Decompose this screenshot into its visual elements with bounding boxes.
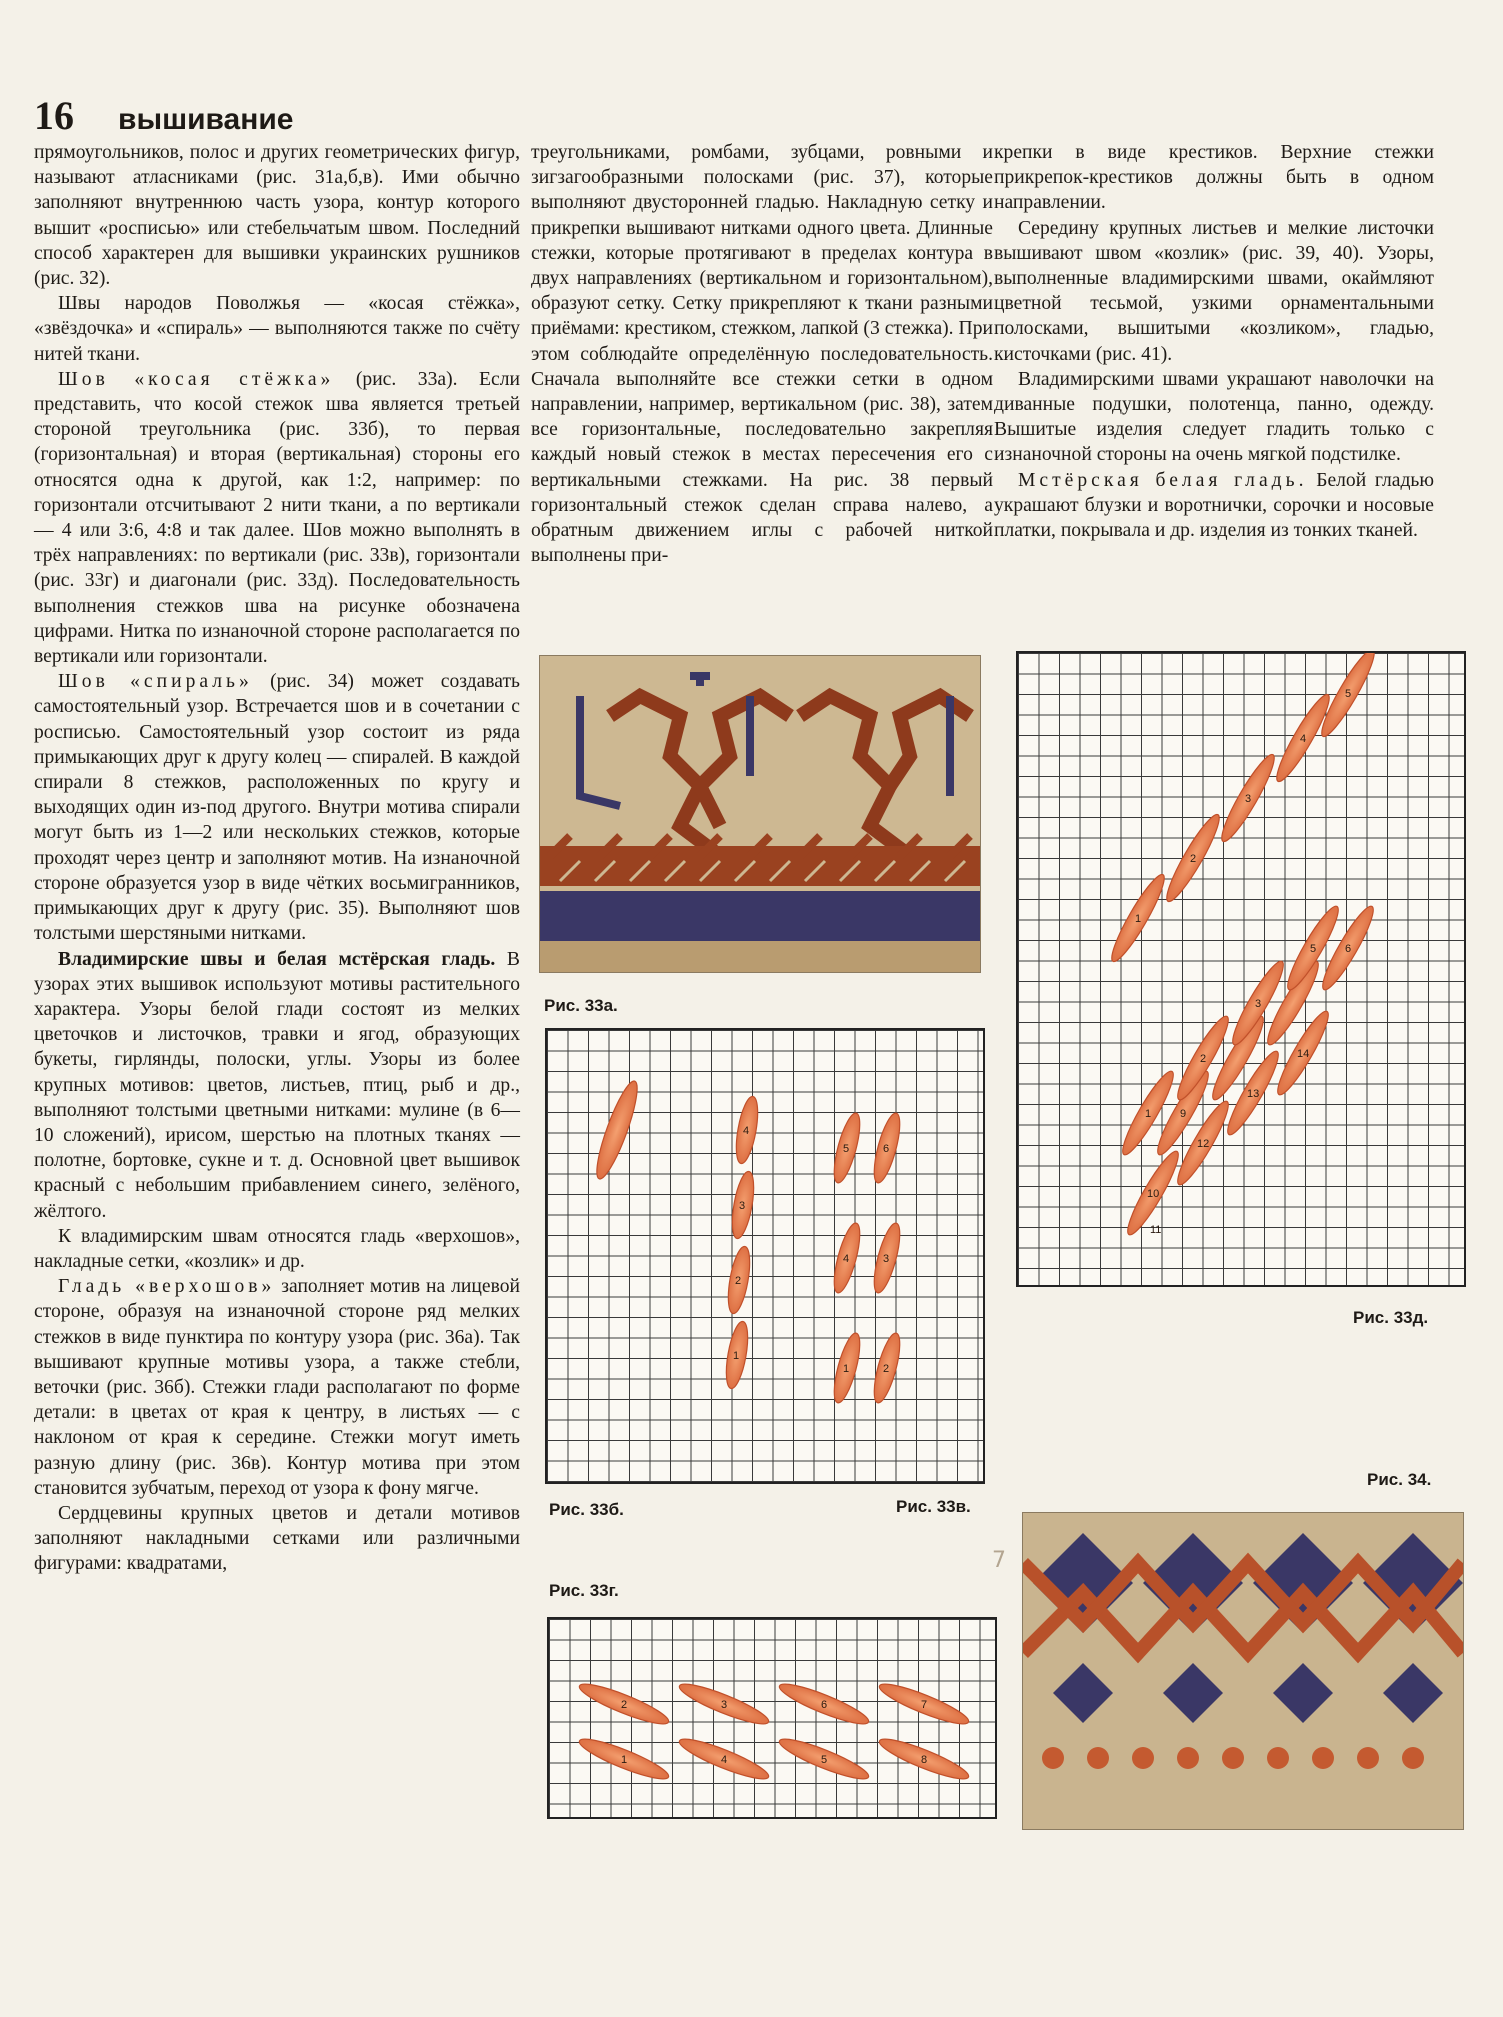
figure-33a-photo bbox=[539, 655, 981, 973]
svg-text:1: 1 bbox=[843, 1363, 850, 1375]
paragraph bbox=[34, 1274, 520, 1501]
caption-fig33a: Рис. 33а. bbox=[544, 996, 618, 1015]
caption-fig33g: Рис. 33г. bbox=[549, 1581, 619, 1600]
term: Гладь «верхошов» bbox=[58, 1276, 276, 1298]
caption-fig33v: Рис. 33в. bbox=[896, 1497, 971, 1516]
svg-text:7: 7 bbox=[921, 1699, 928, 1711]
svg-text:4: 4 bbox=[721, 1754, 728, 1766]
figure-33d-grid bbox=[1016, 651, 1466, 1287]
svg-text:5: 5 bbox=[1345, 688, 1352, 700]
paragraph: Владимирскими швами украшают наволочки на диванные подушки, полотенца, панно, одежду. Вышитые изделия следует гладить только с изнаночной стороны на очень мягкой подстилке. bbox=[994, 368, 1434, 466]
paragraph bbox=[34, 669, 520, 946]
page-number: 16 bbox=[34, 93, 74, 138]
pen-mark: 7 bbox=[992, 1548, 1006, 1573]
text-column-1 bbox=[34, 140, 520, 1577]
paragraph-text: В узорах этих вышивок используют мотивы растительного характера. Узоры белой глади состоят из мелких цветочков и листочков, травки и ягод, образующих букеты, гирлянды, полоски, углы. Узоры из более крупных мотивов: цветов, листьев, птиц, рыб и др., выполняют толстыми цветными нитками: мулине (в 6—10 сложений), ирисом, шерстью на плотных тканях — полотне, бортовке, сукне и т. д. Основной цвет вышивок красный с небольшим прибавлением синего, зелёного, жёлтого. bbox=[34, 948, 521, 1222]
paragraph: Сердцевины крупных цветов и детали мотивов заполняют накладными сетками или различными фигурами: квадратами, bbox=[34, 1502, 520, 1575]
text-column-3 bbox=[994, 140, 1434, 543]
paragraph: Швы народов Поволжья — «косая стёжка», «звёздочка» и «спираль» — выполняются также по счёту нитей ткани. bbox=[34, 293, 520, 365]
svg-text:11: 11 bbox=[1150, 1224, 1162, 1236]
svg-text:4: 4 bbox=[1300, 733, 1307, 745]
svg-text:5: 5 bbox=[1310, 943, 1317, 955]
paragraph bbox=[994, 468, 1434, 544]
paragraph bbox=[34, 367, 520, 669]
embroidery-pattern-34 bbox=[1023, 1513, 1463, 1829]
svg-text:10: 10 bbox=[1147, 1188, 1160, 1200]
svg-text:1: 1 bbox=[621, 1754, 628, 1766]
page-header bbox=[34, 92, 294, 138]
svg-text:3: 3 bbox=[883, 1253, 890, 1265]
embroidery-pattern-33a bbox=[540, 656, 980, 972]
svg-text:4: 4 bbox=[743, 1125, 750, 1137]
text-column-2 bbox=[531, 140, 993, 568]
paragraph: Середину крупных листьев и мелкие листочки вышивают швом «козлик» (рис. 39, 40). Узоры, выполненные владимирскими швами, окаймляют цветной тесьмой, узкими орнаментальными полосками, вышитыми «козликом», гладью, кисточками (рис. 41). bbox=[994, 217, 1434, 365]
paragraph-text: Белой гладью украшают блузки и воротнички, сорочки и носовые платки, покрывала и др. изделия из тонких тканей. bbox=[994, 469, 1434, 542]
svg-text:14: 14 bbox=[1297, 1048, 1310, 1060]
paragraph bbox=[34, 947, 520, 1224]
paragraph-text: (рис. 34) может создавать самостоятельный узор. Встречается шов и в сочетании с росписью. Самостоятельный узор состоит из ряда примыкающих друг к другу колец — спиралей. В каждой спирали 8 стежков, расположенных по кругу и выходящих один из-под другого. Внутри мотива спирали могут быть из 1—2 или нескольких стежков, которые проходят через центр и заполняют мотив. На изнаночной стороне образуется узор в виде чётких восьмигранников, примыкающих друг к другу (рис. 35). Выполняют шов толстыми шерстяными нитками. bbox=[34, 671, 520, 945]
svg-text:1: 1 bbox=[1145, 1108, 1152, 1120]
svg-text:2: 2 bbox=[1190, 853, 1197, 865]
term: Мстёрская белая гладь. bbox=[1018, 469, 1308, 491]
figure-34-photo bbox=[1022, 1512, 1464, 1830]
svg-text:5: 5 bbox=[843, 1143, 850, 1155]
svg-text:8: 8 bbox=[921, 1754, 928, 1766]
paragraph: прямоугольников, полос и других геометрических фигур, называют атласниками (рис. 31а,б,в). Ими обычно заполняют внутреннюю часть узора, контур которого вышит «росписью» или стебельчатым швом. Последний способ характерен для вышивки украинских рушников (рис. 32). bbox=[34, 142, 520, 290]
svg-text:6: 6 bbox=[821, 1699, 828, 1711]
svg-text:3: 3 bbox=[721, 1699, 728, 1711]
paragraph-text: заполняет мотив на лицевой стороне, образуя на изнаночной стороне ряд мелких стежков в виде пунктира по контуру узора (рис. 36а). Так вышивают крупные мотивы узора, а также стебли, веточки (рис. 36б). Стежки глади располагают по форме детали: в цветах от края к центру, в листьях — с наклоном от края к середине. Стежки могут иметь разную длину (рис. 36в). Контур мотива при этом становится зубчатым, переход от узора к фону мягче. bbox=[34, 1276, 520, 1499]
svg-text:9: 9 bbox=[1180, 1108, 1187, 1120]
svg-text:2: 2 bbox=[883, 1363, 890, 1375]
svg-text:1: 1 bbox=[733, 1350, 740, 1362]
stitch-diagram-33b-33v bbox=[547, 1030, 983, 1482]
svg-text:13: 13 bbox=[1247, 1088, 1260, 1100]
svg-text:4: 4 bbox=[843, 1253, 850, 1265]
svg-text:2: 2 bbox=[621, 1699, 628, 1711]
section-title: вышивание bbox=[118, 103, 294, 136]
svg-text:12: 12 bbox=[1197, 1138, 1210, 1150]
caption-fig34: Рис. 34. bbox=[1367, 1470, 1432, 1489]
svg-text:2: 2 bbox=[1200, 1053, 1207, 1065]
svg-text:2: 2 bbox=[735, 1275, 742, 1287]
figure-33g-grid bbox=[547, 1617, 997, 1819]
stitch-diagram-33g bbox=[549, 1619, 995, 1817]
figure-33b-33v-grid bbox=[545, 1028, 985, 1484]
stitch-diagram-33d bbox=[1018, 653, 1464, 1285]
caption-fig33d: Рис. 33д. bbox=[1353, 1308, 1429, 1327]
term: Шов «спираль» bbox=[58, 671, 253, 693]
paragraph: треугольниками, ромбами, зубцами, ровными и зигзагообразными полосками (рис. 37), которые выполняют двусторонней гладью. Накладную сетку и прикрепки вышивают нитками одного цвета. Длинные стежки, которые протягивают в пределах контура в двух направлениях (вертикальном и горизонтальном), образуют сетку. Сетку прикрепляют к ткани разными приёмами: крестиком, стежком, лапкой (3 стежка). При этом соблюдайте определённую последовательность. Сначала выполняйте все стежки сетки в одном направлении, например, вертикальном (рис. 38), затем все горизонтальные, последовательно закрепляя каждый новый стежок в местах пересечения его с вертикальными стежками. На рис. 38 первый горизонтальный стежок сделан справа налево, а обратным движением иглы с рабочей ниткой выполнены при- bbox=[531, 142, 993, 567]
svg-text:3: 3 bbox=[1245, 793, 1252, 805]
caption-fig33b: Рис. 33б. bbox=[549, 1500, 624, 1519]
svg-text:3: 3 bbox=[1255, 998, 1262, 1010]
subheading: Владимирские швы и белая мстёрская гладь. bbox=[58, 948, 496, 970]
term: Шов «косая стёжка» bbox=[58, 368, 335, 390]
paragraph: К владимирским швам относятся гладь «верхошов», накладные сетки, «козлик» и др. bbox=[34, 1225, 520, 1272]
paragraph: крепки в виде крестиков. Верхние стежки прикрепок-крестиков должны быть в одном направлении. bbox=[994, 142, 1434, 214]
svg-text:6: 6 bbox=[883, 1143, 890, 1155]
svg-text:5: 5 bbox=[821, 1754, 828, 1766]
svg-text:3: 3 bbox=[739, 1200, 746, 1212]
svg-text:6: 6 bbox=[1345, 943, 1352, 955]
svg-text:1: 1 bbox=[1135, 913, 1142, 925]
paragraph-text: (рис. 33а). Если представить, что косой стежок шва является третьей стороной треугольника (рис. 33б), то первая (горизонтальная) и вторая (вертикальная) стороны его относятся одна к другой, как 1:2, например: по горизонтали отсчитывают 2 нити ткани, а по вертикали — 4 или 3:6, 4:8 и так далее. Шов можно выполнять в трёх направлениях: по вертикали (рис. 33в), горизонтали (рис. 33г) и диагонали (рис. 33д). Последовательность выполнения стежков шва на рисунке обозначена цифрами. Нитка по изнаночной стороне располагается по вертикали или горизонтали. bbox=[34, 368, 520, 668]
